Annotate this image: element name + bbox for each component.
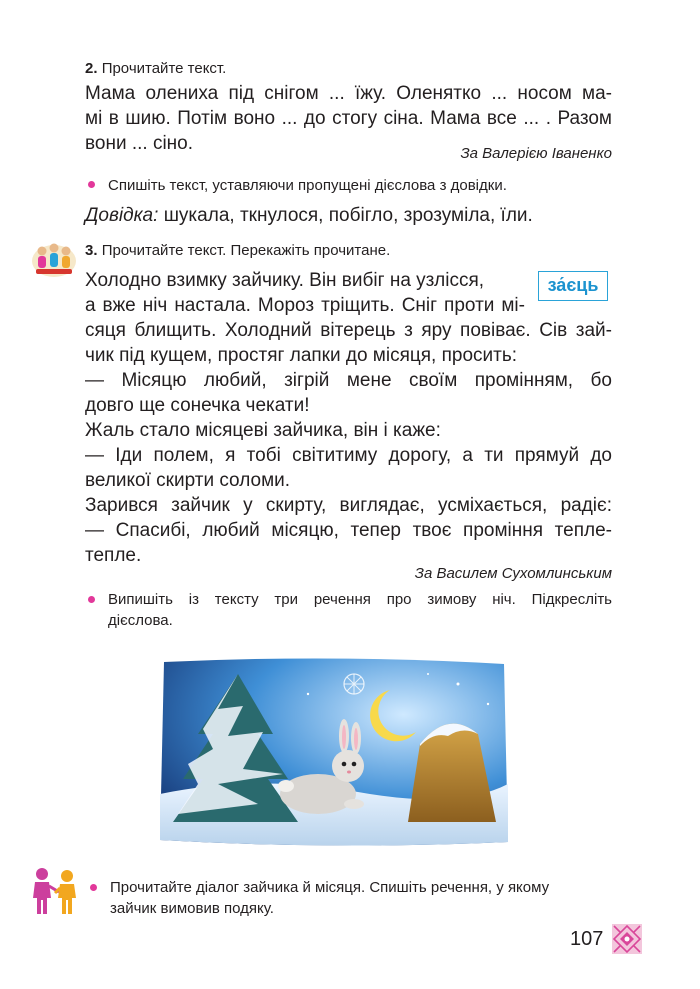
task-2-bullet-text: Спишіть текст, уставляючи пропущені дієслова з довідки. xyxy=(108,177,507,194)
text-line: Зарився зайчик у скирту, виглядає, усміхається, радіє: xyxy=(85,495,612,516)
task-2-instruction: Прочитайте текст. xyxy=(101,60,227,77)
text-line: вони ... сіно. xyxy=(85,133,194,154)
text-line: Жаль стало місяцеві зайчика, він і каже: xyxy=(85,420,441,441)
bullet-icon xyxy=(90,884,97,891)
text-line: а вже ніч настала. Мороз тріщить. Сніг проти мі- xyxy=(85,295,525,316)
task-2-author: За Валерією Іваненко xyxy=(460,145,612,162)
text-line: сяця блищить. Холодний вітерець з яру повіває. Сів зай- xyxy=(85,320,612,341)
hint xyxy=(85,204,533,228)
task-3-author: За Василем Сухомлинським xyxy=(414,565,612,582)
task-3-instruction: Прочитайте текст. Перекажіть прочитане. xyxy=(101,242,391,259)
bullet-icon xyxy=(88,596,95,603)
task-2-number: 2. xyxy=(85,60,98,77)
bullet-icon xyxy=(88,181,95,188)
winter-night-illustration xyxy=(158,654,510,850)
task-2-header xyxy=(85,59,226,79)
page-number: 107 xyxy=(570,928,604,950)
text-line: — Місяцю любий, зігрій мене своїм промінням, бо xyxy=(85,370,612,391)
text-line: чик під кущем, простяг лапки до місяця, просить: xyxy=(85,345,518,366)
bullet-line: Випишіть із тексту три речення про зимову ніч. Підкресліть xyxy=(108,591,612,608)
text-line: великої скирти соломи. xyxy=(85,470,291,491)
text-line: мі в шию. Потім воно ... до стогу сіна. Мама все ... . Разом xyxy=(85,108,612,129)
task-3-number: 3. xyxy=(85,242,98,259)
text-line: — Іди полем, я тобі світитиму дорогу, а ти прямуй до xyxy=(85,445,612,466)
bullet-line: Прочитайте діалог зайчика й місяця. Спишіть речення, у якому xyxy=(110,879,550,896)
text-line: Холодно взимку зайчику. Він вибіг на узлісся, xyxy=(85,270,485,291)
hint-label: Довідка: xyxy=(85,205,159,226)
hint-words: шукала, ткнулося, побігло, зрозуміла, їли. xyxy=(163,205,533,226)
ornament-icon xyxy=(612,924,642,954)
text-line: Мама олениха під снігом ... їжу. Оленятко ... носом ма- xyxy=(85,83,612,104)
bullet-line: зайчик вимовив подяку. xyxy=(110,900,274,917)
bullet-line: дієслова. xyxy=(108,612,173,629)
vocabulary-word-box: за́єць xyxy=(538,271,608,301)
children-pair-icon xyxy=(25,866,85,916)
text-line: довго ще сонечка чекати! xyxy=(85,395,310,416)
task-3-header xyxy=(85,241,390,261)
text-line: тепле. xyxy=(85,545,142,566)
text-line: — Спасибі, любий місяцю, тепер твоє проміння тепле- xyxy=(85,520,612,541)
group-reading-icon xyxy=(30,239,78,279)
